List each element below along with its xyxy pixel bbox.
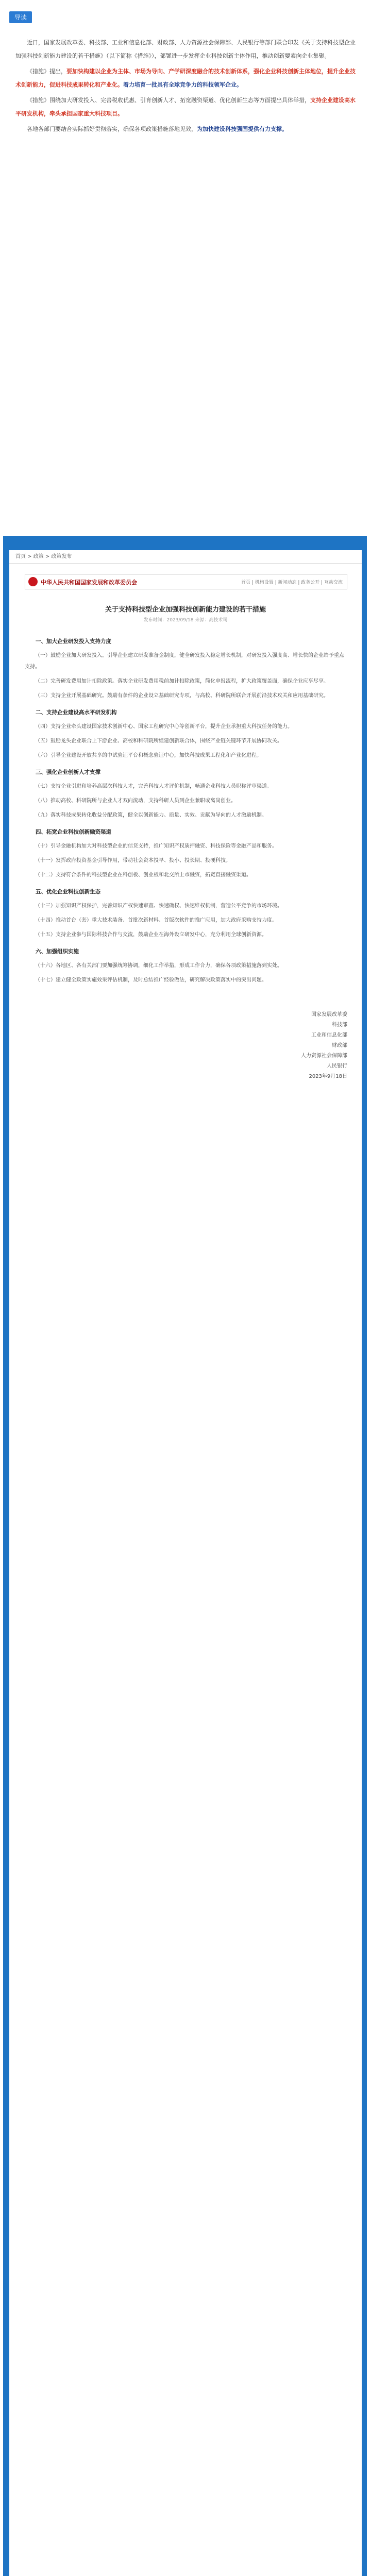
gov-site-title: 中华人民共和国国家发展和改革委员会 xyxy=(41,579,137,586)
section-paragraph: （十三）加强知识产权保护，完善知识产权快速审查、快速确权、快速维权机制，营造公平竞争的市场环境。 xyxy=(35,903,282,909)
signature-line: 人力资源社会保障部 xyxy=(301,1053,347,1059)
section-paragraph: （十一）发挥政府投资基金引导作用，带动社会资本投早、投小、投长期、投硬科技。 xyxy=(35,858,231,863)
intro-paragraph: 《措施》提出，要加快构建以企业为主体、市场为导向、产学研深度融合的技术创新体系，强化企业科技创新主体地位，提升企业技术创新能力，促进科技成果转化和产业化。着力培育一批具有全球竞争力的科技领军企业。 xyxy=(15,68,356,88)
document-meta: 发布时间：2023/09/18 来源：高技术司 xyxy=(143,618,228,623)
signature-line: 2023年9月18日 xyxy=(309,1074,347,1079)
signature-line: 人民银行 xyxy=(327,1063,347,1069)
intro-paragraph: 各地各部门要结合实际抓好贯彻落实，确保各项政策措施落地见效，为加快建设科技强国提供有力支撑。 xyxy=(27,126,288,132)
signature-line: 国家发展改革委 xyxy=(311,1012,347,1018)
section-heading: 四、拓宽企业科技创新融资渠道 xyxy=(36,829,111,835)
section-paragraph: （十四）推动首台（套）重大技术装备、首批次新材料、首版次软件的推广应用，加大政府采购支持力度。 xyxy=(35,918,277,923)
section-paragraph: （三）支持企业开展基础研究。鼓励有条件的企业设立基础研究专项，与高校、科研院所联合开展前沿技术攻关和应用基础研究。 xyxy=(35,693,329,699)
section-paragraph: （五）鼓励龙头企业联合上下游企业、高校和科研院所组建创新联合体，围绕产业链关键环节开展协同攻关。 xyxy=(35,738,282,744)
section-heading: 一、加大企业研发投入支持力度 xyxy=(36,638,111,645)
section-paragraph: （十）引导金融机构加大对科技型企业的信贷支持，推广知识产权质押融资、科技保险等金融产品和服务。 xyxy=(35,843,277,849)
section-paragraph: （四）支持企业牵头建设国家技术创新中心、国家工程研究中心等创新平台，提升企业承担重大科技任务的能力。 xyxy=(35,724,293,730)
gov-site-nav[interactable]: 首页 | 机构设置 | 新闻动态 | 政务公开 | 互动交流 xyxy=(241,580,343,585)
section-heading: 五、优化企业科技创新生态 xyxy=(36,889,100,895)
section-paragraph: （一）鼓励企业加大研发投入。引导企业建立研发准备金制度，健全研发投入稳定增长机制，对研发投入强度高、增长快的企业给予重点支持。 xyxy=(25,653,344,670)
intro-text xyxy=(15,36,356,138)
signature-line: 工业和信息化部 xyxy=(311,1032,347,1038)
section-paragraph: （十二）支持符合条件的科技型企业在科创板、创业板和北交所上市融资，拓宽直接融资渠道。 xyxy=(35,872,251,878)
section-heading: 二、支持企业建设高水平研发机构 xyxy=(36,709,117,716)
section-paragraph: （十五）支持企业参与国际科技合作与交流，鼓励企业在海外设立研发中心，充分利用全球创新资源。 xyxy=(35,932,267,938)
section-paragraph: （六）引导企业建设开放共享的中试验证平台和概念验证中心，加快科技成果工程化和产业化进程。 xyxy=(35,753,262,758)
section-heading: 六、加强组织实施 xyxy=(36,948,79,955)
section-paragraph: （二）完善研发费用加计扣除政策。落实企业研发费用税前加计扣除政策，简化申报流程，扩大政策覆盖面，确保企业应享尽享。 xyxy=(35,679,329,684)
signature-line: 科技部 xyxy=(332,1022,347,1028)
section-paragraph: （九）落实科技成果转化收益分配政策，健全以创新能力、质量、实效、贡献为导向的人才激励机制。 xyxy=(35,812,267,818)
national-emblem-icon xyxy=(28,577,38,586)
intro-paragraph: 近日，国家发展改革委、科技部、工业和信息化部、财政部、人力资源社会保障部、人民银行等部门联合印发《关于支持科技型企业加强科技创新能力建设的若干措施》（以下简称《措施》），部署进一步发挥企业科技创新主体作用，推动创新要素向企业集聚。 xyxy=(15,39,356,59)
section-paragraph: （八）推动高校、科研院所与企业人才双向流动，支持科研人员到企业兼职或离岗创业。 xyxy=(35,798,236,804)
document-paper xyxy=(9,550,362,2576)
document-title: 关于支持科技型企业加强科技创新能力建设的若干措施 xyxy=(105,606,266,614)
section-paragraph: （十七）建立健全政策实施效果评估机制，及时总结推广经验做法，研究解决政策落实中的突出问题。 xyxy=(35,977,267,983)
section-paragraph: （十六）各地区、各有关部门要加强统筹协调，细化工作举措，形成工作合力，确保各项政策措施落到实处。 xyxy=(35,963,282,969)
intro-paragraph: 《措施》围绕加大研发投入、完善税收优惠、引育创新人才、拓宽融资渠道、优化创新生态等方面提出具体举措，支持企业建设高水平研发机构，牵头承担国家重大科技项目。 xyxy=(15,97,356,117)
breadcrumb[interactable]: 首页 > 政策 > 政策发布 xyxy=(9,550,362,564)
section-heading: 三、强化企业创新人才支撑 xyxy=(36,769,100,775)
document-signature xyxy=(25,1010,347,1082)
section-paragraph: （七）支持企业引进和培养高层次科技人才，完善科技人才评价机制，畅通企业科技人员职称评审渠道。 xyxy=(35,784,272,789)
article-tag: 导读 xyxy=(9,11,32,23)
document-body xyxy=(25,631,347,989)
signature-line: 财政部 xyxy=(332,1043,347,1048)
gov-site-header xyxy=(25,574,347,589)
